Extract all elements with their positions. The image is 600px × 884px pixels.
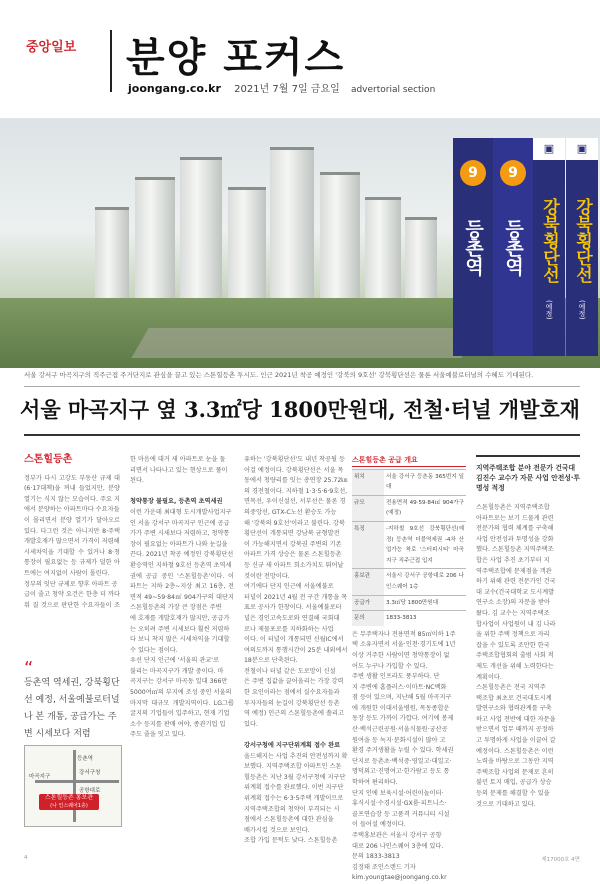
text-line: 권에 공급 중인 '스톤힐등촌'이다. 이 <box>130 572 234 580</box>
text-line: 김정태 조인스랜드 기자 <box>352 863 416 871</box>
text-line: 한 요인이라는 점에서 실수요자들과 <box>244 689 340 697</box>
map-label: 강서구청 <box>79 770 101 776</box>
text-line: 표로 공사가 한창이다. 서울예불로터 <box>244 604 342 612</box>
spec-key: 홍보관 <box>352 569 384 595</box>
text-line: 아파트 가격 상승은 물론 스톤힐등촌 <box>244 551 342 559</box>
map-road <box>35 780 119 783</box>
text-line: 이 들어설 예정이다. <box>352 821 406 829</box>
issue-date: 2021년 7월 7일 금요일 <box>234 84 340 95</box>
text-line: 불리는 마곡지구가 개발 중이다. 마 <box>130 667 224 675</box>
text-line: 유하는 '강북횡단선'도 내년 착공될 등 <box>244 456 345 463</box>
planned-note: (예정) <box>578 300 586 320</box>
text-line: 끈다. 2021년 착공 예정인 강북횡단선 <box>130 551 234 559</box>
text-line: 주택홍보관은 서울시 강서구 공항 <box>352 832 442 839</box>
text-line: 동장 등도 가까이 가깝다. 여기에 봉제 <box>352 715 454 723</box>
spec-value: 3.3㎡당 1800만원대 <box>384 595 466 611</box>
text-line: 제도 개선을 위해 노력한다는 <box>476 662 554 670</box>
text-line: 있다. 다그런 것은 아니지만 8·주택 <box>24 527 120 535</box>
sidebar-box <box>476 455 580 810</box>
text-line: 하고 사업 전반에 대한 자문을 <box>476 715 556 723</box>
spec-value: 전용면적 49·59·84㎡ 904가구(예정) <box>384 495 466 521</box>
text-line: 굴지의 기업들이 입주하고, 현재 기업 <box>130 710 230 718</box>
text-line: 발연구소와 협력관계를 구축 <box>476 705 552 713</box>
text-line: 가가 주변 시세보다 저렴하고, 청약통 <box>130 530 230 538</box>
station-sign-deungchon-2 <box>493 138 533 356</box>
text-line: 잡을 수 있도록 조만한 한국 <box>476 641 550 649</box>
text-line: 정부가 다시 고강도 부동산 규제 대 <box>24 474 120 482</box>
spec-row <box>352 469 466 495</box>
station-sign-deungchon <box>453 138 493 356</box>
text-line: 스톤힐등촌은 전국 지역주 <box>476 684 546 692</box>
text-line: 위계획 접수를 완료했다. 이번 지구단 <box>244 784 344 792</box>
newspaper-logo[interactable] <box>26 36 76 55</box>
text-line: 개발호재가 많으면서 가격이 저렴해 <box>24 538 120 546</box>
text-line: 노력을 바탕으로 그동안 지역 <box>476 758 554 766</box>
text-line: 을 위한 주택 정책으로 자리 <box>476 631 550 639</box>
station-name: 등촌역 <box>502 218 524 276</box>
text-line: 강서구청에 지구단위계획 접수 완료 <box>244 742 341 750</box>
road <box>131 328 478 358</box>
text-line: 통장이 필요없는 등 규제가 덜한 아 <box>24 559 120 567</box>
spec-key: 공급가 <box>352 595 384 611</box>
text-line: 주변 생활 인프라도 풍부하다. 단 <box>352 673 440 681</box>
text-line: 전철이나 터널 같은 도로망이 신설 <box>244 667 336 675</box>
text-line: 열기는 식지 않는 모습이다. 주요 지 <box>24 495 120 503</box>
text-line: 예정이다. 스톤힐등촌은 이런 <box>476 747 554 755</box>
section-title: 분양 포커스 <box>126 35 346 81</box>
text-line: 단지로 등촌초·백석중·영일고·대일고· <box>352 757 452 765</box>
text-line: 된다. <box>130 477 144 485</box>
text-line: 아파트로는 보기 드물게 관련 <box>476 514 554 522</box>
text-line: 면적 49~59·84㎡ 904가구의 대단지 <box>130 593 234 601</box>
text-line: 은 무주택자나 전용면적 85㎡이하 1주 <box>352 630 456 638</box>
station-name: 등촌역 <box>462 218 484 276</box>
text-line: 면목선, 우이신설선, 서부선은 물론 경 <box>244 498 346 506</box>
building <box>405 217 437 310</box>
photo-caption: 서울 강서구 마곡지구의 직주근접 주거단지로 관심을 끌고 있는 스톤힐등촌 투시도. 인근 2021년 착공 예정인 '강북의 9호선' 강북횡단선은 물론 서울예불로터널의 수혜도 기대된다. <box>24 371 534 379</box>
spec-row <box>352 495 466 521</box>
spec-key: 위치 <box>352 469 384 495</box>
spec-table <box>352 469 466 626</box>
text-line: 스톤힐등촌의 가장 큰 장점은 주변 <box>130 604 222 612</box>
column-4 <box>352 455 466 884</box>
logo-text: 중앙일보 <box>26 40 77 55</box>
building <box>228 187 266 310</box>
spec-key: 문의 <box>352 611 384 626</box>
text-line: 주택조합 사업의 문제로 흔히 <box>476 768 554 776</box>
text-line: kim.youngtae@joongang.co.kr <box>352 874 447 882</box>
spec-key: 규모 <box>352 495 384 521</box>
text-line: 주도 줄을 잇고 있다. <box>130 731 186 739</box>
line-name: 강북횡단선 <box>572 197 592 283</box>
text-line: 한 마음에 대거 새 아파트로 눈을 돌 <box>130 456 226 463</box>
text-line: 에서 분양하는 아파트마다 수요자들 <box>24 506 120 514</box>
text-line: 소수 등지를 판매 여야, 종관기업 입 <box>130 720 226 728</box>
text-line: 등의 문제를 해결할 수 있을 <box>476 790 550 798</box>
text-line: 명덕외고·진명여고·한가람고 등도 통 <box>352 768 450 776</box>
pull-quote <box>24 658 120 743</box>
text-line: 지 주변에 홈플러스·이마트·NC백화 <box>352 683 447 691</box>
building <box>180 157 222 310</box>
showroom-pin[interactable] <box>39 794 99 810</box>
text-line: 원여을 등 녹지·문화시설이 많아 고 <box>352 736 446 744</box>
text-line: 학하여 편리하다. <box>352 779 398 787</box>
text-line: 여기에다 단지 인근에 서울예불로 <box>244 583 334 591</box>
text-line: 합은 사업 추진 초기부터 지 <box>476 556 550 564</box>
spec-key: 특징 <box>352 521 384 568</box>
pin-sub: (나 인스퀘어1층) <box>50 803 88 809</box>
text-line: 는 오히려 주변 시세보다 훨씬 저렴하 <box>130 625 230 633</box>
text-line: 투자자들의 눈길이 강북횡단선 등촌 <box>244 699 340 707</box>
text-line: 배가시킬 것으로 보인다. <box>244 826 310 834</box>
spec-value: 서울 강서구 등촌동 365번지 일대 <box>384 469 466 495</box>
col1-text <box>24 474 120 612</box>
text-line: 환승역인 지하철 9호선 등촌역 초역세 <box>130 561 232 569</box>
text-line: 전문가의 협력 체계를 구축해 <box>476 525 554 533</box>
text-line: 위계획 접수는 6·3·5주택 개발이므로 <box>244 795 344 802</box>
building <box>320 172 360 310</box>
text-line: 해 '강북의 9호선'이라고 불린다. 강북 <box>244 519 345 527</box>
text-line: 단지 인에 보육시설·어린이놀이터· <box>352 789 444 797</box>
text-line: 점 등이 있으며, 지난해 5월 마곡지구 <box>352 694 452 702</box>
text-line: 의 경전철이다. 지하철 1·3·5·6·9호선, <box>244 487 348 495</box>
text-line: 횡단선이 개통되면 강남북 균형발전 <box>244 530 340 538</box>
map-label: 등촌역 <box>77 756 93 762</box>
text-line: 휴식시설·수경시설·GX룸·피트니스· <box>352 800 447 808</box>
text-line: 불던 토지 매입, 공급가 상승 <box>476 779 552 787</box>
sidebar-text <box>476 503 580 810</box>
text-line: 에 호재를 개발호재가 많지만, 공급가 <box>130 614 230 622</box>
location-map[interactable] <box>24 745 122 827</box>
text-line: 지역주택조합의 청약이 부격되는 시 <box>244 805 340 813</box>
text-line: 있다. <box>244 720 258 728</box>
text-line: 터널이 2021년 4월 전 구간 개통을 목 <box>244 593 348 601</box>
col4-text <box>352 630 466 884</box>
text-line: 트에는 여지없이 사람이 몰린다. <box>24 569 110 577</box>
text-line: 조합 가입 문턱도 낮다. 스톤힐등촌 <box>244 837 338 845</box>
text-line: 18분으로 단축된다. <box>244 657 298 665</box>
text-line: 정부의 잇단 규제로 향후 아파트 공 <box>24 580 118 588</box>
spec-title: 스톤힐등촌 공급 개요 <box>352 455 466 467</box>
spec-row <box>352 611 466 626</box>
text-line: (6·17대책)을 꺼내 들었지만, 분양 <box>24 485 120 493</box>
text-line: 은 주변 집값을 끌어올리는 가장 강력 <box>244 678 344 686</box>
text-line: 이 몰리면서 분양 열기가 달아오르 <box>24 516 120 524</box>
header <box>0 0 600 118</box>
text-line: 것으로 기대하고 있다. <box>476 800 536 808</box>
text-line: 이 가능해지면서 강북권 주변의 기존 <box>244 540 342 548</box>
text-line: 우선 단지 인근에 '서울의 관교'로 <box>130 657 219 665</box>
text-line: 널은 경인고속도로와 연결해 국회대 <box>244 614 340 622</box>
text-line: 인 서울 강서구 마곡지구 인근에 공급 <box>130 519 230 527</box>
quote-text: 등촌역 역세권, 강북횡단선 예정, 서울예불로터널 나 본 개통, 공급가는 주변 시세보다 저렴 <box>24 678 120 739</box>
text-line: 의중앙선, GTX-C노선 환승도 가능 <box>244 508 337 516</box>
text-line: 대 교수(건국대학교 도시계발 <box>476 588 555 596</box>
divider <box>24 386 580 387</box>
text-line: 역 예정) 인근의 스톤힐등촌에 쏠리고 <box>244 710 344 718</box>
station-sign-gangbuk <box>533 138 565 356</box>
text-line: 택 소유자면서 서울·인천·경기도에 1년 <box>352 641 456 649</box>
text-line: 동에서 청량리를 잇는 총연장 25.72㎞ <box>244 477 348 485</box>
map-road <box>73 750 76 822</box>
page-number: 4 <box>24 855 28 861</box>
text-line: 다 보니 착지 많은 시세차익을 기대할 <box>130 636 230 644</box>
text-line: 보했다. 지역주택조합 아파트인 스톤 <box>244 763 342 771</box>
station-sign-gangbuk-2 <box>566 138 598 356</box>
text-line: 점에서 스톤힐등촌에 대한 관심을 <box>244 816 334 824</box>
issue-page: 제17000호 4면 <box>541 857 580 863</box>
divider <box>24 434 580 436</box>
footer <box>24 855 580 861</box>
site-url[interactable]: joongang.co.kr <box>128 82 221 95</box>
text-line: 골프연습장 등 고품격 커뮤니티 시설 <box>352 810 450 818</box>
building <box>365 197 401 310</box>
text-line: 주택조합협회의 출범 사회 적 <box>476 652 554 660</box>
header-divider <box>110 30 112 92</box>
quote-mark-icon: “ <box>24 658 34 679</box>
building <box>135 177 175 310</box>
hero-rendering <box>0 118 600 368</box>
map-label: 공항대로 <box>79 788 101 794</box>
spec-row <box>352 595 466 611</box>
text-line <box>244 730 348 741</box>
text-line: 워 질 것으로 판단한 수요자들이 조 <box>24 601 120 609</box>
text-line: 곡지구는 강서구 마곡동 일대 366만 <box>130 678 228 686</box>
text-line: 문의 1833-3813 <box>352 853 400 861</box>
line-9-badge: 9 <box>460 160 486 186</box>
text-line: 역주택조합에 문제점을 객관 <box>476 567 552 575</box>
column-2 <box>130 455 234 741</box>
text-line: 받으면서 업무 때까지 공정하 <box>476 726 554 734</box>
text-line: 어도 누구나 가입할 수 있다. <box>352 662 428 670</box>
text-line: 이런 가운데 최대형 도시개발사업지구 <box>130 508 232 516</box>
header-subline <box>128 80 435 95</box>
spec-value: 1833-3813 <box>384 611 466 626</box>
text-line: 왔다. 김 교수는 지역주택조 <box>476 609 550 617</box>
text-line: 이상 거주한 사람이면 청약통장이 없 <box>352 651 450 659</box>
train-icon: ▣ <box>566 138 598 160</box>
text-line: 로나 제물포로를 지하화하는 사업 <box>244 625 334 633</box>
text-line <box>130 487 234 498</box>
text-line: 했다. 스톤힐등촌 지역주택조 <box>476 546 554 554</box>
text-line: 에 개원한 이대서울병원, 목동종합운 <box>352 704 450 712</box>
text-line: 시세차익을 기대할 수 있거나 8·청 <box>24 548 120 556</box>
text-line: 합사업이 사업원이 내 김 나라 <box>476 620 556 628</box>
pin-title: 스톤힐등촌 홍보관 <box>44 794 94 801</box>
spec-row <box>352 521 466 568</box>
text-line: 계획이다. <box>476 673 502 681</box>
text-line: 어걸 예정이다. 강북횡단선은 서울 목 <box>244 466 344 474</box>
text-line: 연구소 소장)의 자문을 받아 <box>476 599 551 607</box>
line-9-badge: 9 <box>500 160 526 186</box>
column-1 <box>24 455 120 611</box>
column-3 <box>244 455 348 847</box>
text-line: 환경 주거생활을 누릴 수 있다. 학세권 <box>352 747 454 755</box>
text-line: 파트는 지하 2층~지상 최고 16층, 전 <box>130 583 234 591</box>
sidebar-headline: 지역주택조합 분야 전문가 건국대 김진수 교수가 자문 사업 안전성·투명성 적정 <box>476 464 580 492</box>
text-line: 대로 206 나인스퀘어 3층에 있다. <box>352 842 444 850</box>
text-line: 수 있다는 점이다. <box>130 646 178 654</box>
text-line: 등 신규 새 아파트 희소가치도 뛰어날 <box>244 561 344 569</box>
text-line: 이다. 이 터널이 개통되면 신월IC에서 <box>244 636 344 644</box>
building <box>95 207 129 310</box>
text-line: 여의도까지 통행시간이 25분 내외에서 <box>244 646 348 654</box>
line-name: 강북횡단선 <box>539 197 559 283</box>
text-line: 힐등촌은 지난 3월 강서구청에 지구단 <box>244 773 346 781</box>
text-line: 마지막 대규모 개발지역이다. LG그룹 <box>130 699 234 707</box>
text-line: 청약통장 불필요, 등촌역 초역세권 <box>130 498 223 506</box>
train-icon: ▣ <box>533 138 565 160</box>
text-line: 올드해지는 사업 추진의 안전성까지 확 <box>244 752 348 760</box>
text-line: 스톤힐등촌은 지역주택조합 <box>476 504 550 511</box>
text-line: 고 투명하게 사업을 이끌어 갈 <box>476 737 556 745</box>
ad-label: advertorial section <box>350 85 436 95</box>
text-line: 택조합 최초로 건국대도시계 <box>476 694 552 702</box>
text-line: 5000여㎡의 부지에 조성 중인 서울의 <box>130 689 232 697</box>
text-line: 급이 줄고 청약 요건은 한층 더 까다 <box>24 591 120 599</box>
text-line: 것이란 전망이다. <box>244 572 290 580</box>
spec-value: -지하철 9호선 강북횡단선(예정) 등촌역 더블역세권 -4차 산업가능 착로 '스터피시티' 마곡지구 직주근접 입지 <box>384 521 466 568</box>
building <box>270 147 314 310</box>
planned-note: (예정) <box>545 300 553 320</box>
text-line: 하기 위해 관련 전문가인 건국 <box>476 578 556 586</box>
headline: 서울 마곡지구 옆 3.3㎡당 1800만원대, 전철·터널 개발호재 <box>20 397 580 422</box>
text-line: 산·백석근린공원·서울식물원·궁산공 <box>352 726 448 734</box>
text-line: 사업 안전성과 투명성을 강화 <box>476 535 554 543</box>
text-line: 리면서 나타나고 있는 현상으로 풀이 <box>130 466 228 474</box>
spec-value: 서울시 강서구 공항대로 206 나인스퀘어 1층 <box>384 569 466 595</box>
spec-row <box>352 569 466 595</box>
text-line: 장이 필요없는 아파트가 나와 눈길을 <box>130 540 228 548</box>
section-label: 스톤힐등촌 <box>24 454 73 465</box>
map-label: 마곡지구 <box>29 774 51 780</box>
